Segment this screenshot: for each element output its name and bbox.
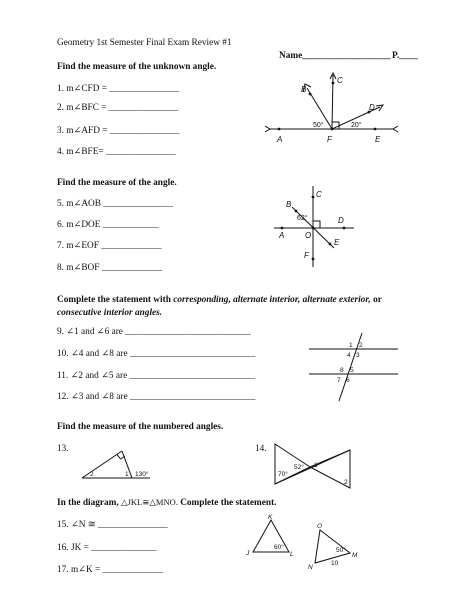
point-d2: D xyxy=(338,216,344,225)
point-e2: E xyxy=(334,238,340,247)
point-c2: C xyxy=(316,190,322,199)
question-15: 15. ∠N ≅ _______________ xyxy=(57,520,168,530)
tri13-angle-2: 2 xyxy=(90,471,94,478)
angle-num-8: 8 xyxy=(340,367,344,374)
jkl-angle-60: 60° xyxy=(274,544,284,551)
point-e: E xyxy=(375,135,381,144)
right-angle-mark xyxy=(332,122,339,129)
angle-num-3: 3 xyxy=(356,352,360,359)
question-14: 14. xyxy=(255,444,267,454)
point-a2: A xyxy=(279,231,285,240)
question-16: 16. JK = ______________ xyxy=(57,543,157,553)
name-blank: ___________________ xyxy=(302,51,391,61)
name-label xyxy=(279,52,391,61)
question-3: 3. m∠AFD = _______________ xyxy=(57,126,180,136)
bowtie-angle-2: 2 xyxy=(344,479,348,486)
angle-num-1: 1 xyxy=(349,342,353,349)
angle-num-6: 6 xyxy=(346,377,350,384)
angle-num-4: 4 xyxy=(347,352,351,359)
vertex-n: N xyxy=(308,564,313,571)
section3-heading-pre: Complete the statement with xyxy=(57,295,174,305)
angle-num-7: 7 xyxy=(337,377,341,384)
question-2: 2. m∠BFC = _______________ xyxy=(57,103,179,113)
page-title: Geometry 1st Semester Final Exam Review #1 xyxy=(57,38,232,48)
point-a: A xyxy=(277,135,283,144)
vertex-o: O xyxy=(317,523,323,530)
section3-heading-line2: consecutive interior angles. xyxy=(57,308,163,318)
tri13-angle-130: 130° xyxy=(135,471,149,478)
congruence-statement: △JKL≅△MNO. xyxy=(121,497,178,507)
question-9: 9. ∠1 and ∠6 are ___________________________ xyxy=(57,327,251,337)
question-12: 12. ∠3 and ∠8 are ___________________________ xyxy=(57,392,256,402)
triangle-mno xyxy=(305,520,365,570)
section3-heading-or: or xyxy=(370,295,382,305)
bowtie-angle-1: 1 xyxy=(314,462,318,469)
angle-label-62: 62° xyxy=(297,215,308,222)
name-label-text: Name xyxy=(279,51,303,61)
question-4: 4. m∠BFE= _______________ xyxy=(57,147,176,157)
vertex-l: L xyxy=(290,551,294,558)
question-1: 1. m∠CFD = _______________ xyxy=(57,84,180,94)
mno-side-10: 10 xyxy=(331,560,339,567)
question-13: 13. xyxy=(57,444,69,454)
question-17: 17. m∠K = _____________ xyxy=(57,565,164,575)
bowtie-angle-70: 70° xyxy=(278,471,288,478)
section5-heading-post: Complete the statement. xyxy=(180,498,277,508)
point-f: F xyxy=(327,135,332,144)
triangle-jkl xyxy=(245,512,300,557)
angle-figure-2 xyxy=(270,183,360,273)
point-d: D xyxy=(369,103,375,112)
section5-heading xyxy=(57,498,276,508)
section1-heading: Find the measure of the unknown angle. xyxy=(57,62,217,72)
triangle-figure-13 xyxy=(80,447,160,482)
angle-label-20: 20° xyxy=(351,122,362,129)
point-b2: B xyxy=(286,200,292,209)
bowtie-angle-52: 52° xyxy=(294,464,304,471)
bowtie-figure-14 xyxy=(270,440,360,490)
section3-heading-terms: corresponding, alternate interior, alternate exterior, xyxy=(173,295,371,305)
tri13-angle-1: 1 xyxy=(125,471,129,478)
tri13-left xyxy=(82,451,122,478)
point-c: C xyxy=(337,76,343,85)
point-f2: F xyxy=(304,251,309,260)
period-label-text: P. xyxy=(392,51,400,61)
angle-num-5: 5 xyxy=(350,367,354,374)
angle-label-50: 50° xyxy=(313,122,324,129)
point-o: O xyxy=(305,231,312,240)
mno-angle-50: 50° xyxy=(336,547,346,554)
period-blank: ____ xyxy=(399,51,418,61)
vertex-k: K xyxy=(268,514,273,521)
period-label xyxy=(392,52,418,61)
parallel-lines-figure xyxy=(305,330,405,405)
bowtie-left-triangle xyxy=(275,444,310,484)
question-11: 11. ∠2 and ∠5 are ___________________________ xyxy=(57,371,256,381)
point-b: B xyxy=(301,85,307,94)
vertex-j: J xyxy=(246,550,250,557)
section5-heading-pre: In the diagram, xyxy=(57,498,119,508)
angle-figure-1 xyxy=(265,70,405,150)
section4-heading: Find the measure of the numbered angles. xyxy=(57,422,224,432)
question-7: 7. m∠EOF _____________ xyxy=(57,241,162,251)
question-5: 5. m∠AOB _______________ xyxy=(57,199,173,209)
vertex-m: M xyxy=(352,552,358,559)
question-6: 6. m∠DOE ____________ xyxy=(57,220,159,230)
bowtie-diagonal xyxy=(275,450,350,484)
section3-heading xyxy=(57,296,382,305)
section2-heading: Find the measure of the angle. xyxy=(57,178,177,188)
right-angle-mark-o xyxy=(313,221,320,228)
angle-num-2: 2 xyxy=(359,342,363,349)
question-8: 8. m∠BOF _____________ xyxy=(57,263,163,273)
question-10: 10. ∠4 and ∠8 are ___________________________ xyxy=(57,349,256,359)
